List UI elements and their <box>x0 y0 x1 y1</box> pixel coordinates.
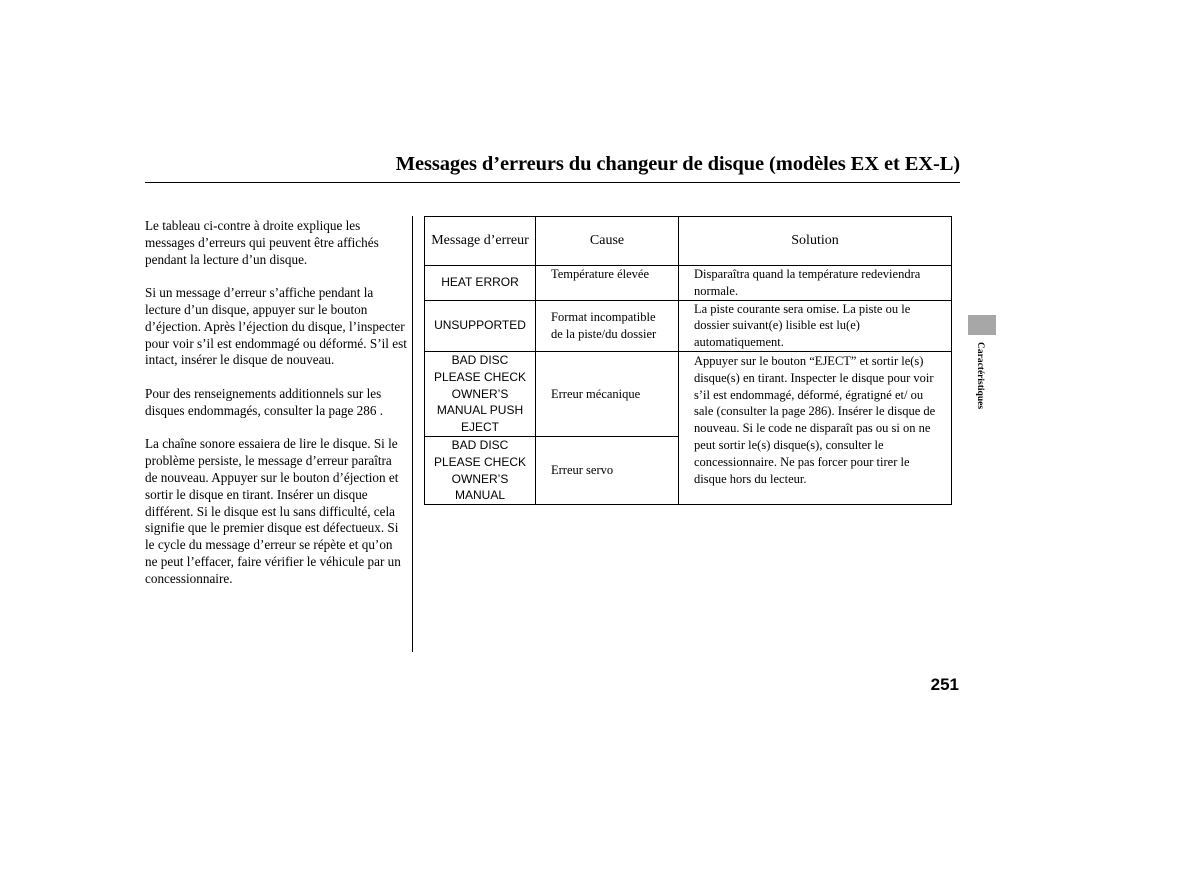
page-number: 251 <box>930 675 959 694</box>
error-cause: Erreur servo <box>536 436 679 504</box>
error-cause: Format incompatible de la piste/du dossier <box>536 300 679 351</box>
page-title: Messages d’erreurs du changeur de disque (modèles EX et EX-L) <box>395 153 960 175</box>
error-solution: Appuyer sur le bouton “EJECT” et sortir le(s) disque(s) en tirant. Inspecter le disque pour voir s’il est endommagé, déformé, égratigné et/ ou sale (consulter la page 286). Insérer le disque de nouveau. Si le code ne disparaît pas ou si on ne peut sortir le(s) disque(s), consulter le concessionnaire. Ne pas forcer pour tirer le disque hors du lecteur. <box>679 351 952 504</box>
paragraph: Le tableau ci-contre à droite explique les messages d’erreurs qui peuvent être affichés pendant la lecture d’un disque. <box>145 218 379 267</box>
header-solution: Solution <box>679 217 952 266</box>
error-cause: Erreur mécanique <box>536 351 679 436</box>
column-divider <box>412 216 413 652</box>
paragraph: Pour des renseignements additionnels sur les disques endommagés, consulter la page 286 . <box>145 385 384 418</box>
header-cause: Cause <box>536 217 679 266</box>
paragraph: Si un message d’erreur s’affiche pendant la lecture d’un disque, appuyer sur le bouton d’éjection. Après l’éjection du disque, l’inspecter pour voir s’il est endommagé ou déformé. S’il est intact, insérer le disque de nouveau. <box>145 285 407 368</box>
error-message: BAD DISC PLEASE CHECK OWNER’S MANUAL <box>425 436 536 504</box>
intro-text-column <box>145 218 407 604</box>
table-header-row <box>425 217 952 266</box>
paragraph: La chaîne sonore essaiera de lire le disque. Si le problème persiste, le message d’erreur paraîtra de nouveau. Appuyer sur le bouton d’éjection et sortir le disque en tirant. Insérer un disque différent. Si le disque est lu sans difficulté, cela signifie que le premier disque est défectueux. Si le cycle du message d’erreur se répète et qu’on ne peut l’effacer, faire vérifier le véhicule par un concessionnaire. <box>145 436 401 586</box>
header-message: Message d’erreur <box>425 217 536 266</box>
table-row <box>425 351 952 436</box>
table-row <box>425 300 952 351</box>
error-message: HEAT ERROR <box>425 266 536 301</box>
table-row <box>425 266 952 301</box>
error-cause: Température élevée <box>536 266 679 301</box>
error-messages-table <box>424 216 952 505</box>
error-message: UNSUPPORTED <box>425 300 536 351</box>
error-message: BAD DISC PLEASE CHECK OWNER’S MANUAL PUSH EJECT <box>425 351 536 436</box>
error-solution: La piste courante sera omise. La piste ou le dossier suivant(e) lisible est lu(e) automatiquement. <box>679 300 952 351</box>
section-tab-label: Caractéristiques <box>975 342 985 410</box>
error-solution: Disparaîtra quand la température redeviendra normale. <box>679 266 952 301</box>
section-tab-marker <box>968 315 996 335</box>
title-rule <box>145 182 960 183</box>
